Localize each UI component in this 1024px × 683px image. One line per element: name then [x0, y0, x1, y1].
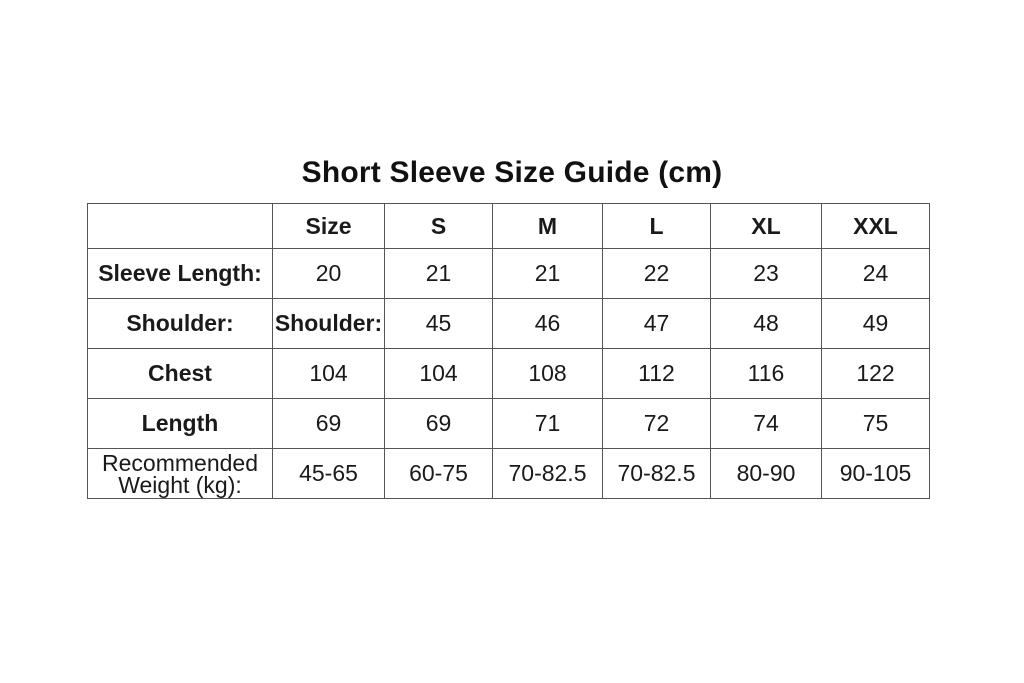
row-label-chest: Chest [88, 349, 273, 399]
table-cell: 71 [493, 399, 603, 449]
table-cell: 46 [493, 299, 603, 349]
header-xl: XL [711, 204, 822, 249]
table-cell: 80-90 [711, 449, 822, 499]
header-m: M [493, 204, 603, 249]
table-cell: 104 [273, 349, 385, 399]
header-s: S [385, 204, 493, 249]
table-cell: 69 [273, 399, 385, 449]
header-l: L [603, 204, 711, 249]
table-cell: 20 [273, 249, 385, 299]
table-cell: 72 [603, 399, 711, 449]
table-cell: 70-82.5 [603, 449, 711, 499]
table-cell: 70-82.5 [493, 449, 603, 499]
table-cell: 90-105 [822, 449, 930, 499]
table-cell: 48 [711, 299, 822, 349]
table-cell: 45 [385, 299, 493, 349]
table-cell: 45-65 [273, 449, 385, 499]
table-cell: 21 [385, 249, 493, 299]
table-row [88, 299, 930, 349]
table-cell: 104 [385, 349, 493, 399]
table-row [88, 349, 930, 399]
table-cell: 24 [822, 249, 930, 299]
table-cell: Shoulder: [273, 299, 385, 349]
header-size: Size [273, 204, 385, 249]
table-cell: 23 [711, 249, 822, 299]
table-cell: 22 [603, 249, 711, 299]
row-label-recommended-weight [88, 449, 273, 499]
table-cell: 74 [711, 399, 822, 449]
table-cell: 47 [603, 299, 711, 349]
table-row [88, 399, 930, 449]
header-empty-cell [88, 204, 273, 249]
table-cell: 21 [493, 249, 603, 299]
row-label-sleeve-length: Sleeve Length: [88, 249, 273, 299]
size-guide-table [87, 203, 930, 499]
table-header-row [88, 204, 930, 249]
table-row [88, 249, 930, 299]
table-cell: 69 [385, 399, 493, 449]
row-label-line: Weight (kg): [118, 471, 242, 498]
row-label-shoulder: Shoulder: [88, 299, 273, 349]
table-cell: 75 [822, 399, 930, 449]
row-label-line: Recommended [102, 449, 258, 476]
page-title: Short Sleeve Size Guide (cm) [301, 156, 723, 189]
table-row [88, 449, 930, 499]
table-cell: 116 [711, 349, 822, 399]
table-cell: 108 [493, 349, 603, 399]
row-label-length: Length [88, 399, 273, 449]
table-cell: 122 [822, 349, 930, 399]
table-cell: 49 [822, 299, 930, 349]
table-cell: 112 [603, 349, 711, 399]
header-xxl: XXL [822, 204, 930, 249]
table-cell: 60-75 [385, 449, 493, 499]
